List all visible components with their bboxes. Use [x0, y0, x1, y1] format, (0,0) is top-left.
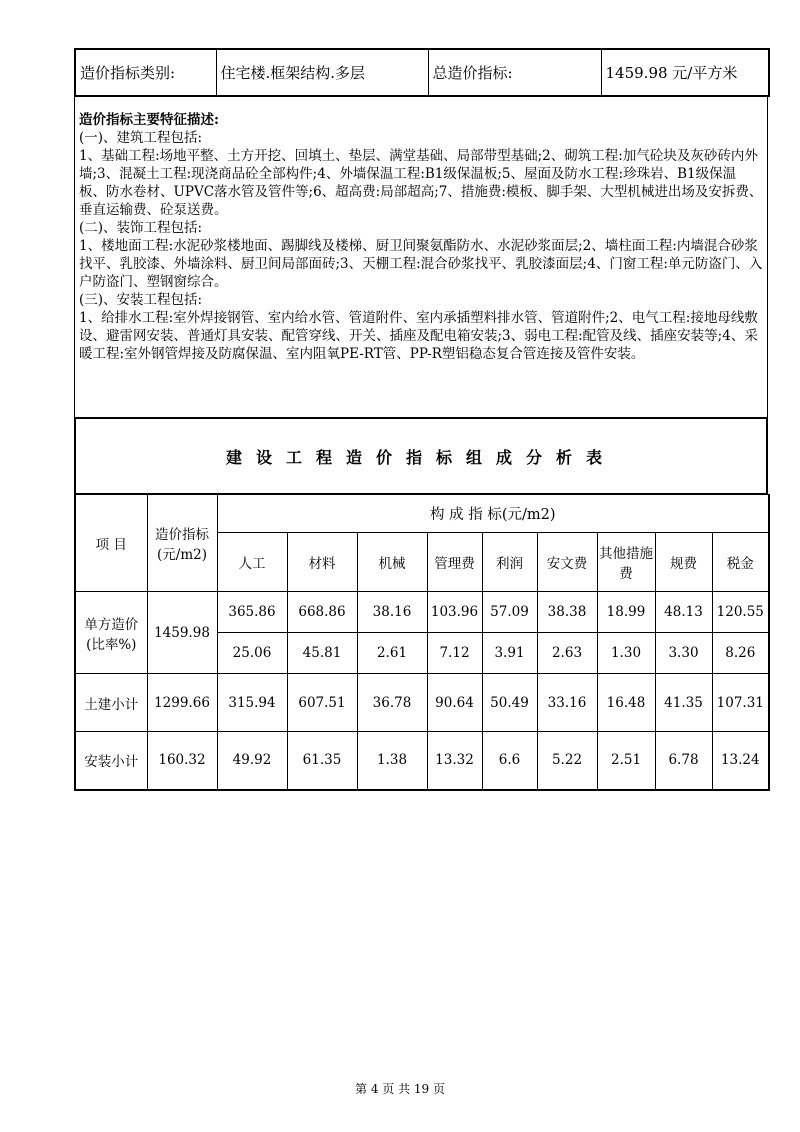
cell: 25.06	[217, 633, 287, 674]
description-heading: 造价指标主要特征描述:	[79, 112, 219, 128]
table-row	[75, 674, 769, 732]
header-table	[74, 48, 770, 97]
sub-header: 人工	[217, 533, 287, 592]
cell: 57.09	[482, 592, 537, 633]
total-label: 总造价指标:	[428, 49, 601, 96]
cell: 315.94	[217, 674, 287, 732]
index-sheet	[74, 48, 768, 791]
description-line: 1、楼地面工程:水泥砂浆楼地面、踢脚线及楼梯、厨卫间聚氨酯防水、水泥砂浆面层;2、墙柱面工程:内墙混合砂浆找平、乳胶漆、外墙涂料、厨卫间局部面砖;3、天棚工程:混合砂浆找平、乳胶漆面层;4、门窗工程:单元防盗门、入户防盗门、塑钢窗综合。	[79, 238, 763, 290]
cell: 13.32	[427, 732, 482, 790]
cell: 3.30	[655, 633, 712, 674]
cell: 45.81	[287, 633, 357, 674]
cell: 48.13	[655, 592, 712, 633]
row-index: 1299.66	[147, 674, 217, 732]
description-line: (三)、安装工程包括:	[79, 292, 203, 308]
sub-header: 安文费	[537, 533, 597, 592]
sub-header: 规费	[655, 533, 712, 592]
description-line: 1、给排水工程:室外焊接钢管、室内给水管、管道附件、室内承插塑料排水管、管道附件;2、电气工程:接地母线敷设、避雷网安装、普通灯具安装、配管穿线、开关、插座及配电箱安装;3、弱电工程:配管及线、插座安装等;4、采暖工程:室外钢管焊接及防腐保温、室内阻氧PE-RT管、PP-R塑铝稳态复合管连接及管件安装。	[79, 310, 758, 362]
cell: 38.38	[537, 592, 597, 633]
cell: 107.31	[712, 674, 769, 732]
analysis-table	[74, 494, 770, 791]
col-item-header: 项 目	[75, 495, 147, 592]
cell: 365.86	[217, 592, 287, 633]
sub-header: 其他措施费	[597, 533, 655, 592]
table-row	[75, 592, 769, 633]
cell: 41.35	[655, 674, 712, 732]
page-number: 第 4 页 共 19 页	[355, 1082, 445, 1096]
sub-header: 材料	[287, 533, 357, 592]
cell: 13.24	[712, 732, 769, 790]
cell: 61.35	[287, 732, 357, 790]
cell: 8.26	[712, 633, 769, 674]
sub-header: 利润	[482, 533, 537, 592]
row-index: 1459.98	[147, 592, 217, 674]
cell: 607.51	[287, 674, 357, 732]
col-index-header: 造价指标(元/m2)	[147, 495, 217, 592]
sub-header: 税金	[712, 533, 769, 592]
cell: 16.48	[597, 674, 655, 732]
description-block	[74, 97, 768, 417]
cell: 5.22	[537, 732, 597, 790]
cell: 2.51	[597, 732, 655, 790]
cell: 18.99	[597, 592, 655, 633]
cell: 1.38	[357, 732, 427, 790]
description-line: 1、基础工程:场地平整、土方开挖、回填土、垫层、满堂基础、局部带型基础;2、砌筑工程:加气砼块及灰砂砖内外墙;3、混凝土工程:现浇商品砼全部构件;4、外墙保温工程:B1级保温板;5、屋面及防水工程:珍珠岩、B1级保温板、防水卷材、UPVC落水管及管件等;6、超高费:局部超高;7、措施费:模板、脚手架、大型机械进出场及安拆费、垂直运输费、砼泵送费。	[79, 148, 763, 218]
cell: 38.16	[357, 592, 427, 633]
category-value: 住宅楼.框架结构.多层	[216, 49, 428, 96]
cell: 2.63	[537, 633, 597, 674]
sub-header: 机械	[357, 533, 427, 592]
row-label: 土建小计	[75, 674, 147, 732]
cell: 668.86	[287, 592, 357, 633]
cell: 36.78	[357, 674, 427, 732]
col-group-header: 构 成 指 标(元/m2)	[217, 495, 769, 533]
table-title: 建设工程造价指标组成分析表	[74, 417, 768, 494]
cell: 33.16	[537, 674, 597, 732]
table-row	[75, 732, 769, 790]
cell: 3.91	[482, 633, 537, 674]
description-line: (一)、建筑工程包括:	[79, 130, 203, 146]
total-value: 1459.98 元/平方米	[601, 49, 769, 96]
category-label: 造价指标类别:	[75, 49, 216, 96]
row-label: 单方造价(比率%)	[75, 592, 147, 674]
cell: 49.92	[217, 732, 287, 790]
row-index: 160.32	[147, 732, 217, 790]
sub-header: 管理费	[427, 533, 482, 592]
cell: 6.6	[482, 732, 537, 790]
cell: 2.61	[357, 633, 427, 674]
cell: 1.30	[597, 633, 655, 674]
cell: 103.96	[427, 592, 482, 633]
row-label: 安装小计	[75, 732, 147, 790]
cell: 7.12	[427, 633, 482, 674]
description-line: (二)、装饰工程包括:	[79, 220, 203, 236]
cell: 120.55	[712, 592, 769, 633]
cell: 6.78	[655, 732, 712, 790]
cell: 50.49	[482, 674, 537, 732]
cell: 90.64	[427, 674, 482, 732]
